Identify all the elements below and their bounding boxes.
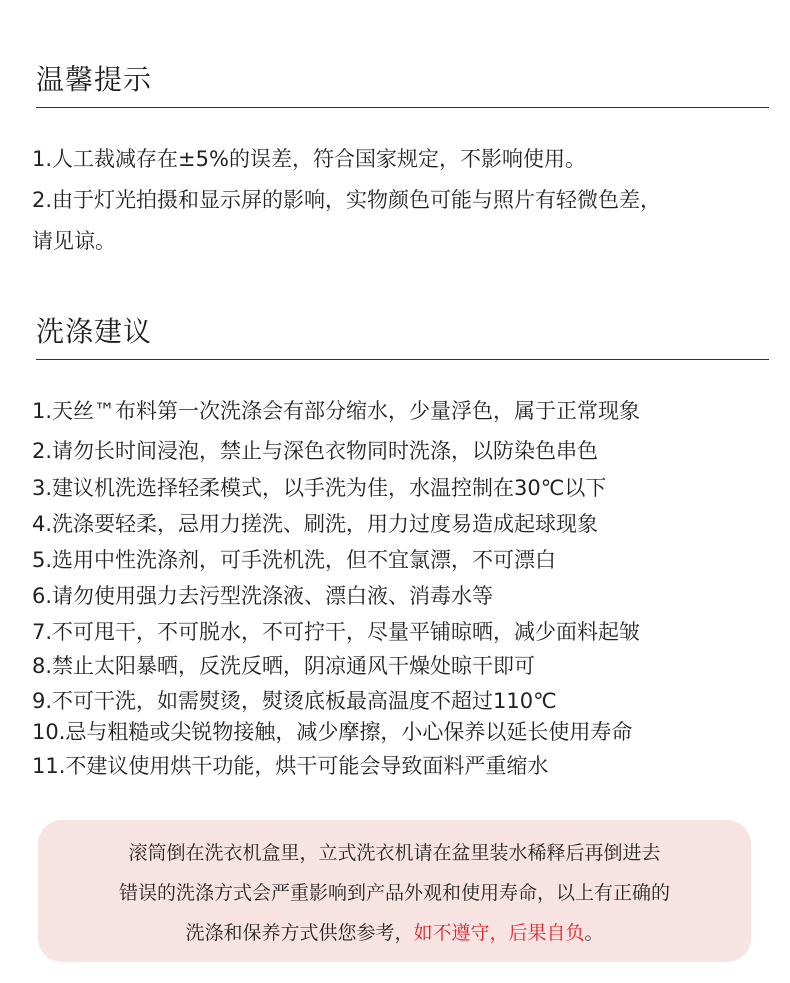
wash-item-4: 4.洗涤要轻柔，忌用力搓洗、刷洗，用力过度易造成起球现象 bbox=[32, 512, 599, 536]
wash-item-11: 11.不建议使用烘干功能，烘干可能会导致面料严重缩水 bbox=[32, 754, 549, 778]
wash-item-7: 7.不可甩干，不可脱水，不可拧干，尽量平铺晾晒，减少面料起皱 bbox=[32, 620, 641, 644]
wash-item-8: 8.禁止太阳暴晒，反洗反晒，阴凉通风干燥处晾干即可 bbox=[32, 654, 536, 678]
wash-item-9: 9.不可干洗，如需熨烫，熨烫底板最高温度不超过110℃ bbox=[32, 689, 557, 713]
wash-item-5: 5.选用中性洗涤剂，可手洗机洗，但不宜氯漂，不可漂白 bbox=[32, 548, 557, 572]
tips-line-1: 1.人工裁减存在±5%的误差，符合国家规定，不影响使用。 bbox=[32, 147, 586, 171]
wash-item-10: 10.忌与粗糙或尖锐物接触，减少摩擦，小心保养以延长使用寿命 bbox=[32, 720, 633, 744]
notice-line-3-prefix: 洗涤和保养方式供您参考， bbox=[185, 922, 414, 944]
notice-line-3 bbox=[38, 918, 751, 945]
notice-line-2: 错误的洗涤方式会严重影响到产品外观和使用寿命，以上有正确的 bbox=[118, 882, 670, 904]
tips-divider bbox=[36, 107, 769, 108]
notice-warning-text: 如不遵守，后果自负 bbox=[413, 922, 585, 944]
wash-item-2: 2.请勿长时间浸泡，禁止与深色衣物同时洗涤，以防染色串色 bbox=[32, 439, 599, 463]
wash-item-3: 3.建议机洗选择轻柔模式，以手洗为佳，水温控制在30℃以下 bbox=[32, 476, 607, 500]
tips-line-2: 2.由于灯光拍摄和显示屏的影响，实物颜色可能与照片有轻微色差， bbox=[32, 188, 662, 212]
wash-item-6: 6.请勿使用强力去污型洗涤液、漂白液、消毒水等 bbox=[32, 584, 494, 608]
notice-line-3-suffix: 。 bbox=[584, 922, 604, 944]
notice-box bbox=[38, 820, 751, 962]
notice-line-1: 滚筒倒在洗衣机盒里，立式洗衣机请在盆里装水稀释后再倒进去 bbox=[128, 842, 661, 864]
wash-divider bbox=[36, 359, 769, 360]
wash-item-1: 1.天丝™布料第一次洗涤会有部分缩水，少量浮色，属于正常现象 bbox=[32, 399, 641, 423]
tips-line-3: 请见谅。 bbox=[32, 229, 116, 253]
tips-title: 温馨提示 bbox=[36, 63, 153, 96]
wash-title: 洗涤建议 bbox=[36, 315, 153, 348]
